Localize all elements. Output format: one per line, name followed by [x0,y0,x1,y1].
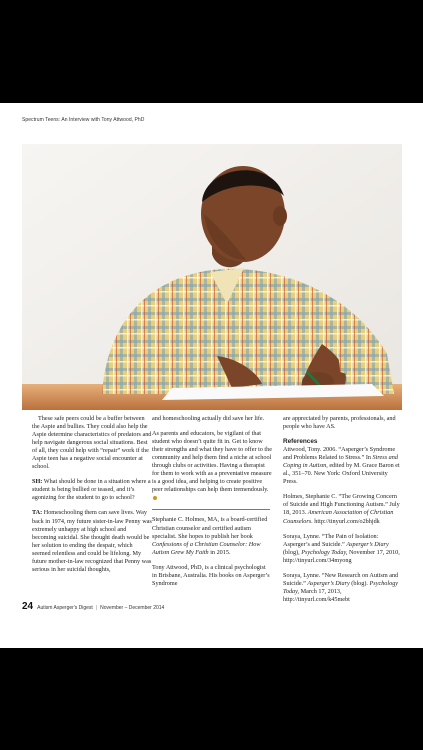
question-text: What should be done in a situation where a student is being bullied or teased, and it’s agonizing for the student to go to school? [32,478,151,502]
page-number: 24 [22,601,34,612]
speaker-label-sh: SH: [32,478,43,486]
references-heading: References [283,438,318,446]
column-3 [283,415,403,611]
footer-separator: | [95,605,98,611]
boy-writing-illustration [22,144,402,410]
divider [152,509,270,510]
magazine-page [0,103,423,648]
bio-text: in 2015. [208,548,231,556]
article-photo [22,144,402,410]
reference-item [283,493,403,525]
reference-item [283,446,403,486]
reference-item [283,572,403,604]
running-head: Spectrum Teens: An Interview with Tony Attwood, PhD [22,117,145,123]
bottom-letterbox [0,648,423,750]
reference-item [283,533,403,565]
issue-date: November – December 2014 [100,605,165,611]
column-1 [32,415,152,581]
reference-publication: Psychology Today, [301,548,348,556]
body-paragraph [152,430,272,502]
end-mark-icon [153,496,157,500]
reference-text: (blog). [349,579,370,587]
reference-publication: Psychology Today, [283,579,399,595]
bio-text: Stephanie C. Holmes, MA, is a board-certified Christian counselor and certified autism specialist. She hopes to publish her book [152,516,268,540]
column-2 [152,415,272,595]
body-paragraph: are appreciated by parents, professionals, and people who have AS. [283,415,396,431]
reference-text: Attwood, Tony. 2006. “Asperger’s Syndrome and Problems Related to Stress.” In [283,446,396,462]
body-paragraph: These safe peers could be a buffer between the Aspie and bullies. They could also help the Aspie determine characteristics of predators and help navigate dangerous social situations. Best of all, they could help with “repair” work if the Aspie teen has a negative social encounter at school. [32,415,152,471]
top-letterbox [0,0,423,103]
reference-text: , edited by M. Grace Baron et al., 351–70. New York: Oxford University Press. [283,462,400,486]
author-bio-attwood: Tony Attwood, PhD, is a clinical psychologist in Brisbane, Australia. His books on Asperger’s Syndrome [152,563,270,587]
reference-text: Holmes, Stephanie C. “The Growing Concern of Suicide and High Functioning Autism.” July 18, 2013. [283,493,400,517]
body-paragraph: and homeschooling actually did save her life. [152,415,265,422]
author-bio-holmes [152,516,272,556]
reference-text: Soraya, Lynne. “New Research on Autism and Suicide.” [283,571,399,587]
reference-title: American Association of Christian Counselors. [283,509,394,525]
answer-ta [32,509,152,573]
magazine-name: Autism Asperger's Digest [37,605,93,611]
reference-title: Asperger’s Diary [346,540,389,548]
reference-text: (blog), [283,548,302,556]
speaker-label-ta: TA: [32,509,43,517]
reference-url[interactable]: http://tinyurl.com/o2bhjdk [312,517,380,525]
question-sh [32,478,152,502]
reference-title: Stress and Coping in Autism [283,454,398,470]
reference-text: Soraya, Lynne. “The Pain of Isolation: Asperger’s and Suicide.” [283,532,379,548]
answer-text: Homeschooling them can save lives. Way back in 1974, my future sister-in-law Penny was extremely unhappy at high school and becoming suicidal. She thought death would be her solution to ending the despair, which seemed relentless and could be lifelong. My future mother-in-law recognized that Penny was serious in her suicidal thoughts, [32,509,152,573]
body-paragraph-text: As parents and educators, be vigilant of that student who doesn’t quite fit in. Get to know their strengths and what they have to offer to the community and help them find a niche at school through clubs or activities. Having a therapist for them to work with as a preventative measure is a good idea, and helping to create positive peer relationships can help them tremendously. [152,430,272,494]
reference-url[interactable]: March 17, 2013, http://tinyurl.com/k45mebt [283,587,350,603]
book-title: Confessions of a Christian Counselor: How Autism Grew My Faith [152,540,261,556]
reference-url[interactable]: November 17, 2010, http://tinyurl.com/34myong [283,548,400,564]
page-footer [22,601,164,612]
reference-title: Asperger’s Diary [307,579,350,587]
